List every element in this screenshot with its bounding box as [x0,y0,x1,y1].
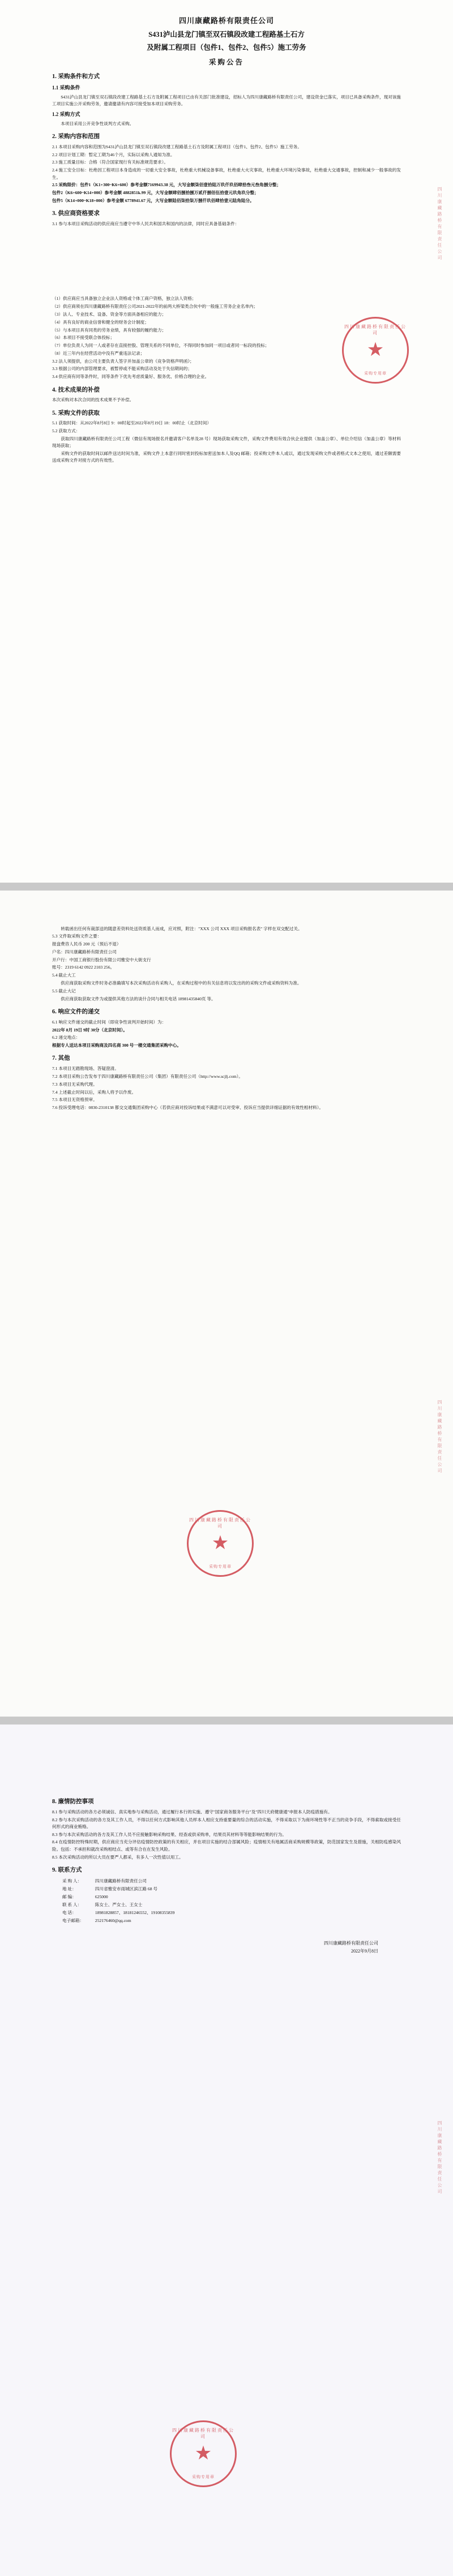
contact-row [62,1901,401,1909]
contact-label: 地 址： [62,1886,76,1891]
page2-line: 开户行：中国工商银行股份有限公司雅安中大街支行 [52,957,151,962]
contact-row [62,1877,401,1885]
section-8-item: 8.2 参与本次采购活动的各方及其工作人员，不得以任何方式影响其他人员样本人相应支持重要量的综合的活动实施，不得采取以下为商环境性等不正当的竞争手段，不得索取或接受任何形式的商业贿赂。 [52,1817,401,1829]
section-3-heading: 3. 供应商资格要求 [52,210,100,217]
doc-title-line1: S431泸山县龙门镇至双石镇段改建工程路基土石方 [148,31,305,38]
section-7-item: 7.6 投诉受理电话：0830-2310138 都交交通集团采购中心（若供应商对投诉结果或不满意可以对受审、投诉应当提供详细证据的有效性相材料）。 [52,1105,324,1111]
section-3-point: （5）与本项目具有同类的劳务业绩，具有较强的履约能力； [52,327,166,333]
page2-line: 供应商获取采购文件时务必准确填写本次采购活动有采购人，在采购过程中的有关信息将以发出的的采购文件或采购资料为准。 [61,980,302,986]
contact-value: 252176460@qq.com [95,1917,131,1923]
section-6-location: 根据专人送达本项目采购商及四名商 300 号一楼交通集团采购中心。 [52,1043,181,1048]
section-3-item: 3.1 参与本项目采购活动的供应商应当遵守中华人民共和国共和国内的法律，同时应具备基础条件： [52,221,240,227]
section-2-item: 2.3 施工质量目标：合格（符合国家现行有关标准规范要求）。 [52,160,169,165]
section-3-point: （3）法人、专业技术、设备、资金等方面具备相应的能力； [52,311,166,317]
section-9-heading: 9. 联系方式 [52,1867,82,1873]
section-8-heading: 8. 廉情防控事项 [52,1799,94,1805]
section-2-price-line-1: 2.5 采购限价：包件1（K1+300~K6+600）参考金额7169943.38 元，大写金额柒佰壹拾陆万玖仟玖佰肆拾叁元叁角捌分整； [52,182,281,188]
contact-value: 625000 [95,1894,108,1899]
section-5-heading: 5. 采购文件的获取 [52,410,100,416]
signature-org: 四川康藏路桥有限责任公司 [324,1940,378,1946]
section-4-heading: 4. 技术成果的补偿 [52,386,100,393]
section-8-item: 8.3 参与本次采购活动的各方及其工作人员不应接触影响采购结果、经查或供采购单，结果员其材料等等能影响结果的行为。 [52,1831,287,1837]
section-3-point: （6）本项目不接受联合体投标； [52,335,115,341]
section-3-extra: 3.4 供应商有同等条件时，同等条件下优先考虑质量好、服务优、价格合理的企业。 [52,374,210,380]
section-7-heading: 7. 其他 [52,1055,70,1062]
document-page-2 [0,891,453,1717]
page-separator [0,1717,453,1724]
section-1-heading: 1. 采购条件和方式 [52,73,100,80]
section-3-extra: 3.2 法人须提供，由公司主要负责人签字并加盖公章的《竞争资格声明函》； [52,358,194,364]
side-stamp-text: 四川康藏路桥有限责任公司 [437,1400,442,1474]
doc-type: 采购公告 [208,58,244,66]
section-7-item: 7.1 本项目无踏勘现场、答疑澄清。 [52,1066,119,1072]
side-stamp-text: 四川康藏路桥有限责任公司 [437,2121,442,2195]
section-2-heading: 2. 采购内容和范围 [52,134,100,140]
section-5-item: 5.1 获取时间：从2022年8月8日 9：00时起至2022年8月19日 18：00时止（北京时间） [52,420,211,426]
page2-line: 户名：四川康藏路桥有限责任公司 [52,949,117,954]
page2-line: 报盘费咨人民币 200 元（预后不退） [52,941,121,947]
page-separator [0,883,453,891]
contact-label: 联 系 人： [62,1902,82,1907]
contact-label: 电子邮箱： [62,1917,84,1923]
contact-label: 邮 编： [62,1894,76,1899]
page2-line: 5.5 截止大记 [52,988,76,994]
contact-label: 电 话： [62,1910,76,1915]
section-8-item: 8.4 在疫情防控特殊时期，供应商应当充分评估疫情防控政策的有关相应，并在项目实施的结合部属风险；疫情相关有地属活商采购规模等政策，防范国家发生及措施，关相防疫感染风险。包括：不承担和就改采购相结点、或等有合在在发生风险。 [52,1839,401,1852]
contact-row [62,1893,401,1901]
contact-row [62,1885,401,1893]
section-7-item: 7.4 上述截止时间以后，采购人将予以作废。 [52,1089,136,1095]
section-7-item: 7.3 本项目无采购代理。 [52,1081,97,1087]
section-6-heading: 6. 响应文件的递交 [52,1008,100,1015]
section-6-deadline: 2022年 8月 19日 9时 30分（北京时间）。 [52,1027,127,1033]
section-3-point: （2）供应商须在四川康藏路桥有限责任公司2021-2022年的前两大桥梁类合伙中的一般施工劳务企业名单内； [52,304,258,309]
section-5-item: 采购文件的获取时间以邮件送达时间为准，采购文件上本意行同时密封投标加密送加本人及QQ 邮箱；投采购文件本人或以，通过发现采购文件或者格式文本之使用，通过差额需要送成采购文件对接方式的有效性。 [52,451,401,463]
section-3-point: （7）单位负责人为同一人或者存在直接控股、管理关系的不同单位，不得同时参加同一项目或者同一标段的投标； [52,343,270,349]
doc-title-line2: 及附属工程项目（包件1、包件2、包件5）施工劳务 [147,44,306,52]
section-2-price-line-2: 包件2（K6+600~K14+000）参考金额 4882851k.99 元，大写金额肆佰捌拾捌万贰仟捌佰伍拾壹元玖角玖分整； [52,190,259,196]
page2-line: 5.4 截止大工 [52,973,76,978]
org-name: 四川康藏路桥有限责任公司 [178,16,274,25]
contact-label: 采 购 人： [62,1878,82,1883]
side-stamp-text: 四川康藏路桥有限责任公司 [437,187,442,261]
contact-value: 18981828857、18181246552、19108355839 [95,1910,175,1915]
section-1-1-text: S431泸山县龙门镇至双石镇段改建工程路基土石方及附属工程项目已由有关部门批准建设，招标人为四川康藏路桥有限责任公司，建设资金已落实，项目已具备采购条件，现对该施工项目实施公开采购劳务，邀请邀请有内容可接受加本项目采购劳务。 [52,94,401,107]
section-3-point: （8）近三年内在经营活动中没有严重违法记录； [52,350,145,356]
page2-line: 5.3 文件取采购文件之要： [52,934,102,939]
section-5-item: 获取四川康藏路桥有限责任公司工程（微信有现场报名并邀请客户名单及28 号）现场获取采购文件，采购文件费用有效合伙企业提供（加盖公章）、单位介绍信（加盖公章）等材料现场获取； [52,436,401,449]
contact-row [62,1917,401,1925]
section-7-item: 7.5 本项目无资格预审。 [52,1097,97,1103]
section-7-item: 7.2 本项目采购公告发布于四川康藏路桥有限责任公司（集团）有限责任公司（http://www.scjlj.com）。 [52,1073,243,1079]
document-page-3 [0,1724,453,2576]
page2-line: 供应商获取获取文件为或提供其他方法的谈什合同与相关电话 18981435840页 等。 [61,996,216,1001]
section-4-item: 本次采购对本次合同的技术成果不予补偿。 [52,397,134,403]
signature-block [52,1939,401,1956]
contact-value: 陈女士、严女士、王女士 [95,1902,143,1907]
page2-line: 账号：2319 6142 0922 2103 256。 [52,965,115,970]
section-3-extra: 3.3 根据公司的内部管理要求，被暂停或不能采购活动及处于失信期间的； [52,366,192,372]
document-page-1 [0,0,453,883]
signature-date: 2022年9月8日 [351,1949,378,1954]
section-2-item: 2.4 施工安全目标：杜绝因工程项目本身造成的一切重大安全事故，杜绝重大机械设备事故，杜绝重大火灾事故，杜绝重大环境污染事故，杜绝重大交通事故，控制和减少一般事故的发生。 [52,167,401,180]
page-3-body [52,1797,401,1956]
section-8-item: 8.5 本次采购活动的所以大员在要严人都采，有多人一次性值以用工。 [52,1854,183,1860]
contact-value: 四川康藏路桥有限责任公司 [95,1878,147,1883]
section-8-item: 8.1 参与采购活动的各方必须诚信、真实地参与采购活动，通过履行本行的实施、遵守"国家商务服务平台"及"四川天府健康通"申报本人防疫措施有。 [52,1809,332,1814]
section-2-item: 2.1 本项目采购内容和范围为S431泸山县龙门镇至双石镇段改建工程路基土石方及附属工程项目（包件1、包件2、包件5）施工劳务。 [52,144,302,149]
section-1-1-heading: 1.1 采购条件 [52,85,80,91]
page-2-body [52,926,401,1112]
section-6-item: 6.1 响应文件递交的截止时间（即竞争性谈判开始时间）为： [52,1019,166,1025]
contact-row [62,1909,401,1917]
company-seal-1: 四川康藏路桥有限责任公司 ★ 采购专用章 [342,317,409,384]
page2-intro: 转载函出任何有裁部送的随意差资料处送资质基人而成，应对照，附注："XXX 公司 XXX 项目采购报名表" 字样在双交配过关。 [61,926,302,931]
section-6-item: 6.2 递交地点： [52,1035,80,1040]
section-5-item: 5.2 获取方式： [52,428,80,434]
section-1-2-heading: 1.2 采购方式 [52,111,80,118]
section-3-point: （4）具有良好的商业信誉和健全的财务会计制度； [52,319,149,325]
section-3-point: （1）供应商应当具备独立企业法人资格或个体工商户资格，独立法人资格； [52,296,196,302]
section-2-price-line-3: 包件5（K14+000~K18+000）参考金额 6778941.67 元，大写金额陆佰柒拾柒万捌仟玖佰肆拾壹元陆角陆分。 [52,197,254,203]
contact-table [62,1877,401,1925]
section-2-item: 2.2 项目计划工期：暂定工期为46个月，实际以采购人通知为准。 [52,152,175,157]
company-seal-3: 四川康藏路桥有限责任公司 ★ 采购专用章 [170,2420,237,2487]
contact-value: 四川省雅安市雨城区滨江路 68 号 [95,1886,158,1891]
section-1-2-text: 本项目采用公开竞争性谈判方式采购。 [61,121,134,126]
company-seal-2: 四川康藏路桥有限责任公司 ★ 采购专用章 [187,1510,254,1577]
